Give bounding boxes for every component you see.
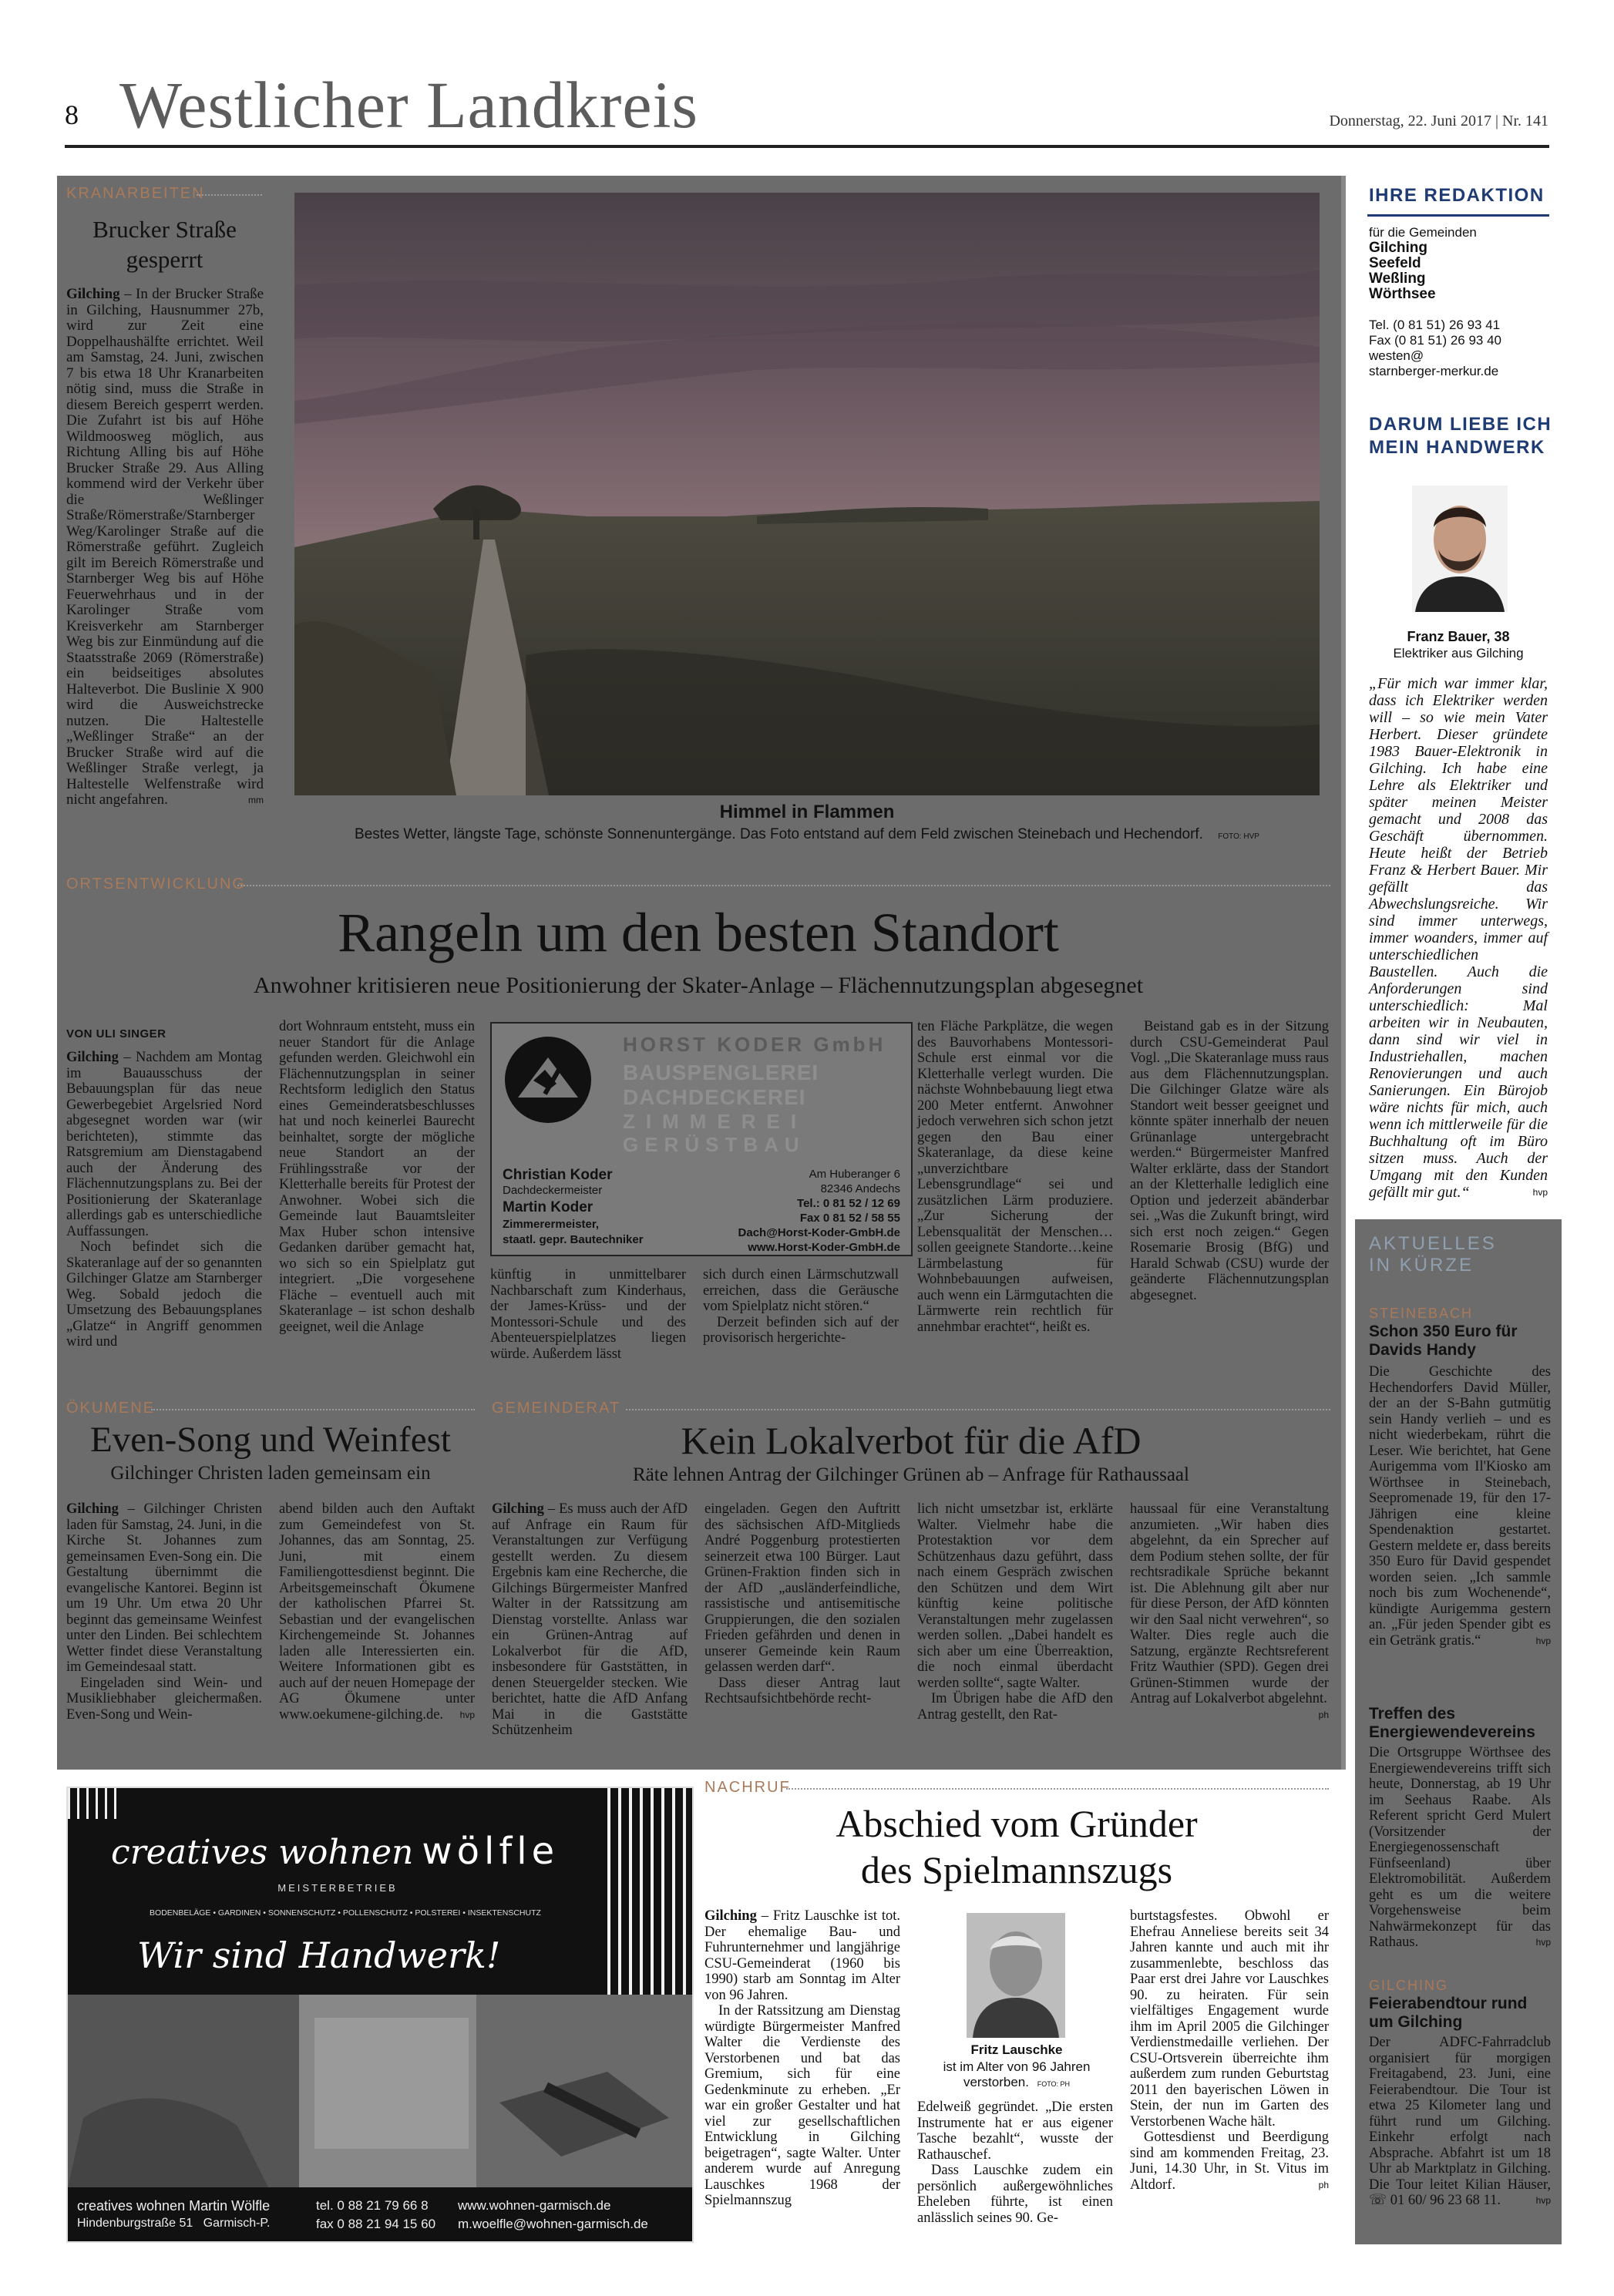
- koder-advertisement[interactable]: [490, 1022, 913, 1256]
- redaktion-tel[interactable]: Tel. (0 81 51) 26 93 41: [1369, 318, 1501, 332]
- kranarbeiten-signature: mm: [248, 795, 264, 805]
- oekumene-subheadline: Gilchinger Christen laden gemeinsam ein: [110, 1463, 431, 1484]
- woelfle-email[interactable]: m.woelfle@wohnen-garmisch.de: [458, 2217, 648, 2231]
- kranarbeiten-location: Gilching: [66, 286, 120, 302]
- redaktion-heading: IHRE REDAKTION: [1369, 185, 1545, 206]
- bauer-portrait: [1412, 486, 1508, 612]
- sidebar-rule: [1367, 214, 1549, 217]
- photo-caption-text: Bestes Wetter, längste Tage, schönste Sonnenuntergänge. Das Foto entstand auf dem Feld zwischen Steinebach und Hechendorf. FOTO: HVP: [355, 826, 1259, 842]
- gemeinderat-col4: haussaal für eine Veranstaltung anzumieten. „Wir haben dies abgelehnt, da ein Sprecher auf dem Podium stehen sollte, der für rechtsradikale Sprüche bekannt ist. Die Ablehnung gilt aber nur für diese Person, der AfD könnten wir den Saal nicht verwehren“, so Walter. Dies regle auch die Satzung, ergänzte Rechtsreferent Fritz Wauthier (SPD). Gegen drei Grünen-Stimmen wurde der Antrag auf Lokalverbot abgelehnt. ph: [1130, 1501, 1329, 1723]
- kicker-rule: [626, 1409, 1330, 1410]
- gemeinderat-kicker: GEMEINDERAT: [492, 1400, 621, 1417]
- nachruf-col3: burtstagsfestes. Obwohl er Ehefrau Anneliese bereits seit 34 Jahren kannte und auch mit ihr zusammenlebte, beschloss das Paar erst drei Jahre vor Lauschkes 90. zu heiraten. Für sein vielfältiges Engagement wurde ihm im April 2005 die Gilchinger Verdienstmedaille verliehen. Der CSU-Ortsverein überreichte ihm außerdem zum runden Geburtstag 2011 den bayerischen Löwen in Stein, der nun im Garten des Verstorbenen Wache hält. Gottesdienst und Beerdigung sind am kommenden Freitag, 23. Juni, 14.30 Uhr, in St. Vitus im Altdorf. ph: [1130, 1908, 1329, 2193]
- nachruf-location: Gilching: [704, 1908, 757, 1924]
- woelfle-brand: creatives wohnen wölfle: [111, 1830, 560, 1873]
- woelfle-stripes-left: [68, 1788, 122, 1819]
- portrait-name: Fritz Lauschke: [970, 2042, 1063, 2057]
- photo-credit: FOTO: HVP: [1218, 832, 1259, 841]
- kranarbeiten-headline: Brucker Straße gesperrt: [92, 216, 237, 273]
- bauer-job: Elektriker aus Gilching: [1393, 646, 1524, 661]
- portrait-caption: ist im Alter von 96 Jahren verstorben. FOTO: PH: [943, 2059, 1091, 2089]
- kurz-item1-body: Die Geschichte des Hechendorfers David Müller, der an der S-Bahn gutmütig sein Handy verlieh – und es nicht wiederbekam, rührt die Leser. Wie berichtet, hat Gene Aurigemma vom Il'Kiosko am Wörthsee in Steinebach, Seepromenade 19, für den 17-Jährigen eine kleine Spendenaktion gestartet. Gestern meldete er, dass bereits 350 Euro für David gespendet worden seien. „Ich sammle noch bis zum Wochenende“, kündigte Aurigemma gestern an. „Für jeden Spender gibt es ein Getränk gratis.“ hvp: [1369, 1364, 1551, 1649]
- gemeinderat-col1: Gilching – Es muss auch der AfD auf Anfrage ein Raum für Veranstaltungen zur Verfügung gestellt werden. Zu diesem Ergebnis kam eine Recherche, die Gilchings Bürgermeister Manfred Walter in der Ratssitzung am Dienstag vorstellte. Anlass war ein Grünen-Antrag auf Lokalverbot für die AfD, insbesondere für Gaststätten, in denen Steuergelder stecken. Wie berichtet, hatte die AfD Anfang Mai in die Gaststätte Schützenheim: [492, 1501, 688, 1738]
- woelfle-stripes: [607, 1788, 692, 2019]
- oekumene-location: Gilching: [66, 1501, 119, 1517]
- koder-service-1: BAUSPENGLEREI: [623, 1061, 819, 1084]
- woelfle-contact-address: Hindenburgstraße 51 Garmisch-P.: [77, 2217, 271, 2230]
- bauer-name: Franz Bauer, 38: [1407, 629, 1510, 644]
- ortsentwicklung-col5: ten Fläche Parkplätze, die wegen des Bauvorhabens Montessori-Schule erst einmal vor die Kletterhalle verlegt wurden. Die nächste Wohnbebauung liegt etwa 200 Meter entfernt. Anwohner jedoch verwehren sich schon jetzt gegen den Bau einer Skateranlage, da diese keine „unverzichtbare Lebensgrundlage“ sei und zusätzlichen Lärm produziere. „Zur Sicherung der Lebensqualität der Menschen…sollen geeignete Standorte…keine Lärmbelastung für Wohnbebauungen aufweisen, auch wenn ein Lärmgutachten die Lärmwerte rein rechtlich für annehmbar erachtet“, heißt es.: [917, 1019, 1113, 1335]
- ortsentwicklung-col6: Beistand gab es in der Sitzung durch CSU-Gemeinderat Paul Vogl. „Die Skateranlage muss raus aus dem Flächennutzungsplan. Die Gilchinger Glatze wäre als Standort weit besser geeignet und könnte später innerhalb der neuen Grünanlage untergebracht werden.“ Bürgermeister Manfred Walter erklärte, dass der Standort an der Kletterhalle lediglich eine Option und jederzeit abänderbar sei. „Was die Zukunft bringt, wird sich erst noch zeigen.“ Gegen Rosemarie Brosig (BfG) und Harald Schwab (CSU) wurde der geänderte Flächennutzungsplan abgesegnet.: [1130, 1019, 1329, 1303]
- kurz-item1-kicker: STEINEBACH: [1369, 1306, 1474, 1321]
- gemeinderat-col2: eingeladen. Gegen den Auftritt des sächsischen AfD-Mitglieds André Poggenburg protestierten seinerzeit etwa 100 Bürger. Laut Grünen-Fraktion finden sich in der AfD „ausländerfeindliche, rassistische und antisemitische Gruppierungen, die den sozialen Frieden gefährden und denen in unserer Gemeinde kein Raum gelassen werden darf“. Dass dieser Antrag laut Rechtsaufsichtbehörde recht-: [704, 1501, 900, 1706]
- ortsentwicklung-byline: VON ULI SINGER: [66, 1027, 166, 1040]
- woelfle-fax: fax 0 88 21 94 15 60: [316, 2217, 436, 2231]
- woelfle-contact-name: creatives wohnen Martin Wölfle: [77, 2198, 271, 2214]
- handwerk-heading: DARUM LIEBE ICH MEIN HANDWERK: [1369, 414, 1552, 458]
- koder-company-name: HORST KODER GmbH: [623, 1033, 886, 1056]
- woelfle-workshop-photo: [68, 1995, 692, 2187]
- gemeinderat-col3: lich nicht umsetzbar ist, erklärte Walter. Vielmehr habe die Protestaktion vor dem Schützenhaus dazu geführt, dass nach einem Gespräch zwischen den Schützen und dem Wirt künftig keine politische Veranstaltungen mehr zugelassen werden sollen. „Dabei handelt es sich aber um eine Überreaktion, die noch einmal überdacht werden sollte“, sagte Walter. Im Übrigen habe die AfD den Antrag gestellt, den Rat-: [917, 1501, 1113, 1723]
- ortsentwicklung-headline: Rangeln um den besten Standort: [338, 902, 1059, 963]
- section-title: Westlicher Landkreis: [119, 68, 698, 142]
- sunset-field-photo: [294, 193, 1320, 795]
- lauschke-portrait: [967, 1913, 1065, 2038]
- nachruf-headline-line2: des Spielmannszugs: [860, 1848, 1173, 1891]
- bauer-quote: „Für mich war immer klar, dass ich Elektriker werden will – so wie mein Vater Herbert. Dieser gründete 1983 Bauer-Elektronik in Gilching. Ich habe eine Lehre als Elektriker und später meinen Meister gemacht und 2008 das Geschäft übernommen. Heute heißt der Betrieb Franz & Herbert Bauer. Mir gefällt das Abwechslungsreiche. Wir sind immer unterwegs, immer woanders, immer auf unterschiedlichen Baustellen. Auch die Anforderungen sind unterschiedlich: Mal arbeiten wir in Neubauten, dann sind wir viel in Industriehallen, machen Renovierungen und auch Sanierungen. Ein Bürojob wäre nichts für mich, auch wenn ich mittlerweile für die Buchhaltung oft im Büro sitzen muss. Auch der Umgang mit den Kunden gefällt mir gut.“ hvp: [1369, 675, 1548, 1201]
- oekumene-headline: Even-Song und Weinfest: [90, 1420, 451, 1460]
- koder-service-4: GERÜSTBAU: [623, 1133, 805, 1156]
- landscape-image: [294, 193, 1320, 795]
- nachruf-signature: ph: [1318, 2179, 1329, 2190]
- nachruf-col1: Gilching – Fritz Lauschke ist tot. Der ehemalige Bau- und Fuhrunternehmer und langjährige CSU-Gemeinderat (1960 bis 1990) starb am Sonntag im Alter von 96 Jahren. In der Ratssitzung am Dienstag würdigte Bürgermeister Manfred Walter die Verdienste des Verstorbenen und bat das Gremium, sich für eine Gedenkminute zu erheben. „Er war ein großer Gestalter und hat viel zur gesellschaftlichen Entwicklung in Gilching beigetragen“, sagte Walter. Unter anderem wurde auf Anregung Lauschkes 1968 der Spielmannszug: [704, 1908, 900, 2208]
- woelfle-tel: tel. 0 88 21 79 66 8: [316, 2198, 429, 2213]
- koder-address: Am Huberanger 6 82346 Andechs Tel.: 0 81 52 / 12 69 Fax 0 81 52 / 58 55 Dach@Horst-Koder-GmbH.de www.Horst-Koder-GmbH.de: [738, 1168, 900, 1254]
- woelfle-subtitle: MEISTERBETRIEB: [277, 1882, 398, 1894]
- redaktion-fax: Fax (0 81 51) 26 93 40: [1369, 333, 1502, 348]
- redaktion-email-1[interactable]: westen@: [1369, 348, 1424, 363]
- woelfle-slogan: Wir sind Handwerk!: [137, 1935, 501, 1976]
- koder-name-1: Christian Koder: [503, 1167, 613, 1183]
- kicker-rule: [237, 885, 1330, 886]
- ortsentwicklung-col1: Gilching – Nachdem am Montag im Bauausschuss der Bebauungsplan für das neue Gewerbegebiet Argelsried Nord abgesegnet worden war (wir berichteten), stimmte das Ratsgremium am Dienstagabend auch der Änderung des Flächennutzungsplans zu. Bei der Positionierung der Skateranlage allerdings gab es unterschiedliche Auffassungen. Noch befindet sich die Skateranlage auf der so genannten Gilchinger Glatze am Starnberger Weg. Sobald jedoch die Umsetzung des Bebauungsplanes „Glatze“ in Angriff genommen wird und: [66, 1050, 262, 1350]
- gemeinderat-headline: Kein Lokalverbot für die AfD: [681, 1419, 1142, 1462]
- koder-service-3: ZIMMEREI: [623, 1110, 808, 1133]
- handwerk-signature: hvp: [1532, 1187, 1548, 1198]
- kurz-item1-title: Schon 350 Euro für Davids Handy: [1369, 1323, 1518, 1359]
- oekumene-col2: abend bilden auch den Auftakt zum Gemeindefest von St. Johannes, das am Sonntag, 25. Juni, mit einem Familiengottesdienst beginnt. Die Arbeitsgemeinschaft Ökumene der katholischen Pfarrei St. Sebastian und der evangelischen Kirchengemeinde St. Johannes laden alle Interessierten ein. Weitere Informationen gibt es auch auf der neuen Homepage der AG Ökumene unter www.oekumene-gilching.de. hvp: [279, 1501, 475, 1723]
- kicker-rule: [197, 194, 262, 196]
- roofer-logo-icon: [503, 1034, 593, 1125]
- ortsentwicklung-col2: dort Wohnraum entsteht, muss ein neuer Standort für die Anlage gefunden werden. Gleichwohl ein Flächennutzungsplan in seiner Rechtsform lediglich den Status eines Gemeinderatsbeschlusses hat und noch keinerlei Baurecht beinhaltet, sorgte der mögliche neue Standort an der Frühlingsstraße vor der Kletterhalle bereits für Protest der Anwohner. Wobei sich die Gemeinde laut Bauamtsleiter Max Huber schon intensive Gedanken darüber gemacht hat, wo sich so ein Spielplatz gut integriert. „Die vorgesehene Fläche – eventuell auch mit Skateranlage – ist schon deshalb geeignet, weil die Anlage: [279, 1019, 475, 1335]
- ortsentwicklung-location: Gilching: [66, 1050, 119, 1065]
- portrait-credit: FOTO: PH: [1037, 2080, 1071, 2088]
- nachruf-col2: Edelweiß gegründet. „Die ersten Instrumente hat er aus eigener Tasche bezahlt“, wusste der Rathauschef. Dass Lauschke zudem ein persönlich außergewöhnliches Eheleben führte, ist einen anlässlich seines 90. Ge-: [917, 2099, 1113, 2226]
- kurz-item2-title: Treffen des Energiewendevereins: [1369, 1705, 1535, 1741]
- date-issue: Donnerstag, 22. Juni 2017 | Nr. 141: [1329, 113, 1548, 129]
- woelfle-web[interactable]: www.wohnen-garmisch.de: [458, 2198, 611, 2213]
- header-rule: [65, 145, 1549, 148]
- content-right-edge: [1341, 176, 1346, 1770]
- kicker-rule: [786, 1788, 1329, 1790]
- ortsentwicklung-col3: künftig in unmittelbarer Nachbarschaft zum Kinderhaus, der James-Krüss- und der Montessori-Schule und des Abenteuerspielplatzes liegen würde. Außerdem lässt: [490, 1267, 686, 1362]
- ortsentwicklung-subheadline: Anwohner kritisieren neue Positionierung der Skater-Anlage – Flächennutzungsplan abgesegnet: [253, 973, 1144, 998]
- page-number: 8: [65, 99, 79, 130]
- kranarbeiten-body: Gilching – In der Brucker Straße in Gilching, Hausnummer 27b, wird zur Zeit eine Doppelhaushälfte errichtet. Weil am Samstag, 24. Juni, zwischen 7 bis etwa 18 Uhr Kranarbeiten nötig sind, muss die Straße in diesem Bereich gesperrt werden. Die Zufahrt ist bis auf Höhe Wildmoosweg möglich, aus Richtung Alling bis auf Höhe Brucker Straße 29. Aus Alling kommend wird der Verkehr über die Weßlinger Straße/Römerstraße/Starnberger Weg/Karolinger Straße auf die Römerstraße geführt. Zugleich gilt im Bereich Römerstraße und Starnberger Weg bis auf Höhe Feuerwehrhaus und in der Karolinger Straße vom Kreisverkehr am Starnberger Weg bis zur Einmündung auf die Staatsstraße 2069 (Römerstraße) ein beidseitiges absolutes Halteverbot. Die Buslinie X 900 wird die Ausweichstrecke nutzen. Die Haltestelle „Weßlinger Straße“ an der Brucker Straße wird auf die Weßlinger Straße verlegt, ja Haltestelle Welfenstraße wird nicht angefahren. mm: [66, 286, 264, 808]
- nachruf-headline-line1: Abschied vom Gründer: [836, 1802, 1198, 1845]
- woelfle-advertisement[interactable]: [66, 1787, 694, 2243]
- kurz-item3-title: Feierabendtour rund um Gilching: [1369, 1995, 1528, 2031]
- kurz-item3-kicker: GILCHING: [1369, 1978, 1449, 1993]
- oekumene-kicker: ÖKUMENE: [66, 1400, 156, 1417]
- koder-title-1: Dachdeckermeister: [503, 1184, 603, 1197]
- koder-title-2: Zimmerermeister,: [503, 1218, 600, 1231]
- koder-title-3: staatl. gepr. Bautechniker: [503, 1233, 644, 1246]
- koder-name-2: Martin Koder: [503, 1199, 593, 1215]
- gemeinderat-signature: ph: [1318, 1709, 1329, 1720]
- gemeinderat-subheadline: Räte lehnen Antrag der Gilchinger Grünen ab – Anfrage für Rathaussaal: [633, 1464, 1189, 1485]
- kranarbeiten-kicker: KRANARBEITEN: [66, 185, 205, 202]
- oekumene-signature: hvp: [459, 1709, 475, 1720]
- redaktion-details: für die Gemeinden Gilching Seefeld Weßling Wörthsee Tel. (0 81 51) 26 93 41 Fax (0 81 51) 26 93 40 westen@ starnberger-merkur.de: [1369, 225, 1502, 378]
- gemeinderat-location: Gilching: [492, 1501, 544, 1517]
- kurz-heading: AKTUELLES IN KÜRZE: [1369, 1233, 1497, 1276]
- redaktion-email-2[interactable]: starnberger-merkur.de: [1369, 364, 1499, 378]
- photo-caption-title: Himmel in Flammen: [719, 802, 895, 822]
- ortsentwicklung-kicker: ORTSENTWICKLUNG: [66, 876, 246, 893]
- kurz-item3-body: Der ADFC-Fahrradclub organisiert für morgigen Freitagabend, 23. Juni, eine Feierabendtour. Die Tour ist etwa 25 Kilometer lang und führt rund um Gilching. Einkehr erfolgt nach Absprache. Abfahrt ist um 18 Uhr ab Marktplatz in Gilching. Die Tour leitet Kilian Häuser, ☏ 01 60/ 96 23 68 11. hvp: [1369, 2035, 1551, 2208]
- kicker-rule: [151, 1409, 475, 1410]
- woelfle-services: BODENBELÄGE • GARDINEN • SONNENSCHUTZ • POLLENSCHUTZ • POLSTEREI • INSEKTENSCHUTZ: [150, 1908, 541, 1918]
- koder-service-2: DACHDECKEREI: [623, 1085, 806, 1109]
- nachruf-kicker: NACHRUF: [704, 1779, 791, 1796]
- oekumene-col1: Gilching – Gilchinger Christen laden für Samstag, 24. Juni, in die Kirche St. Johannes zum gemeinsamen Even-Song ein. Die Gestaltung übernimmt die evangelische Kantorei. Beginn ist um 19 Uhr. Um etwa 20 Uhr beginnt das gemeinsame Weinfest unter den Linden. Bei schlechtem Wetter findet diese Veranstaltung im Gemeindesaal statt. Eingeladen sind Wein- und Musikliebhaber gleichermaßen. Even-Song und Wein-: [66, 1501, 263, 1723]
- kurz-item2-body: Die Ortsgruppe Wörthsee des Energiewendevereins trifft sich heute, Donnerstag, ab 19 Uhr im Seehaus Raabe. Als Referent spricht Gerd Mulert (Vorsitzender der Energiegenossenschaft Fünfseenland) über Elektromobilität. Außerdem geht es um die weitere Vorgehensweise beim Nahwärmekonzept für das Rathaus. hvp: [1369, 1745, 1551, 1950]
- ortsentwicklung-col4: sich durch einen Lärmschutzwall erreichen, dass die Geräusche vom Spielplatz nicht stören.“ Derzeit befinden sich auf der provisorisch hergerichte-: [703, 1267, 899, 1346]
